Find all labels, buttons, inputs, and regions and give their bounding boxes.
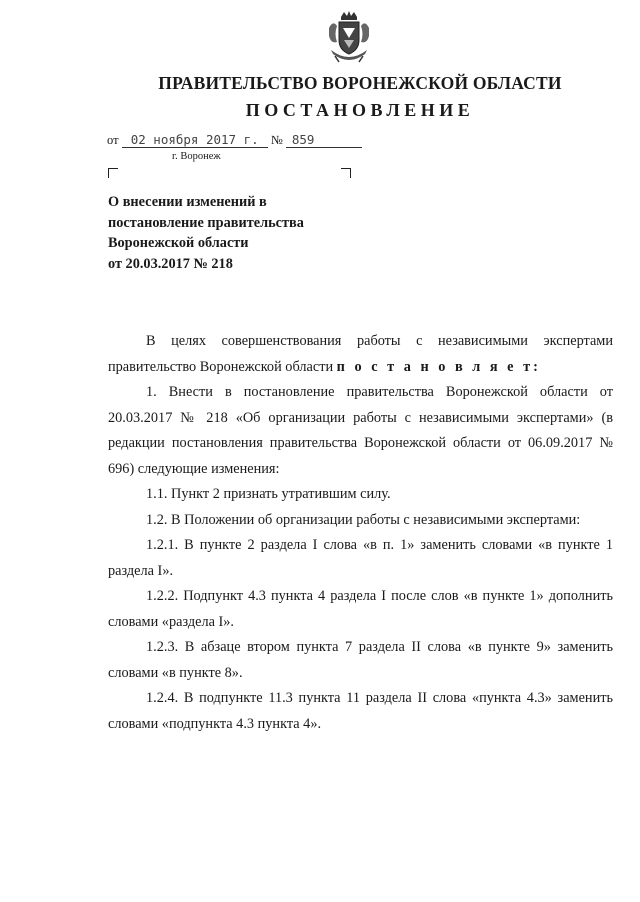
organization-title: ПРАВИТЕЛЬСТВО ВОРОНЕЖСКОЙ ОБЛАСТИ bbox=[158, 73, 562, 93]
date-label: от bbox=[107, 133, 119, 147]
coat-of-arms-icon bbox=[325, 10, 373, 64]
document-type-title: ПОСТАНОВЛЕНИЕ bbox=[245, 100, 475, 120]
subject-line: О внесении изменений в bbox=[108, 194, 267, 210]
body-paragraph: 1.2. В Положении об организации работы с независимыми экспертами: bbox=[146, 511, 581, 528]
subject-line: постановление правительства bbox=[108, 214, 304, 231]
decree-word: п о с т а н о в л я е т: bbox=[336, 358, 541, 375]
body-paragraph: 1.2.2. Подпункт 4.3 пункта 4 раздела I после слов «в пункте 1» дополнить словами «раздела I». bbox=[108, 588, 613, 630]
document-number: 859 bbox=[286, 133, 362, 148]
document-body bbox=[108, 329, 613, 737]
body-paragraph: 1.2.1. В пункте 2 раздела I слова «в п. 1» заменить словами «в пункте 1 раздела I». bbox=[108, 537, 613, 579]
subject-line: Воронежской области bbox=[108, 235, 249, 251]
body-paragraph: 1.2.4. В подпункте 11.3 пункта 11 раздела II слова «пункта 4.3» заменить словами «подпункта 4.3 пункта 4». bbox=[108, 690, 613, 732]
intro-text: В целях совершенствования работы с независимыми экспертами правительство Воронежской области bbox=[108, 333, 613, 375]
document-date: 02 ноября 2017 г. bbox=[122, 133, 268, 148]
document-subject bbox=[108, 192, 304, 274]
subject-line: от 20.03.2017 № 218 bbox=[108, 255, 233, 272]
number-label: № bbox=[270, 133, 283, 147]
document-city: г. Воронеж bbox=[172, 151, 221, 162]
right-corner-mark bbox=[341, 168, 351, 178]
document-dateline bbox=[107, 133, 362, 148]
body-paragraph: 1.1. Пункт 2 признать утратившим силу. bbox=[146, 486, 391, 502]
left-corner-mark bbox=[108, 168, 118, 178]
intro-paragraph bbox=[108, 329, 613, 380]
body-paragraph: 1. Внести в постановление правительства Воронежской области от 20.03.2017 № 218 «Об организации работы с независимыми экспертами» (в редакции постановления правительства Воронежской области от 06.09.2017 № 696) следующие изменения: bbox=[108, 384, 613, 477]
body-paragraph: 1.2.3. В абзаце втором пункта 7 раздела II слова «в пункте 9» заменить словами «в пункте 8». bbox=[108, 639, 613, 681]
